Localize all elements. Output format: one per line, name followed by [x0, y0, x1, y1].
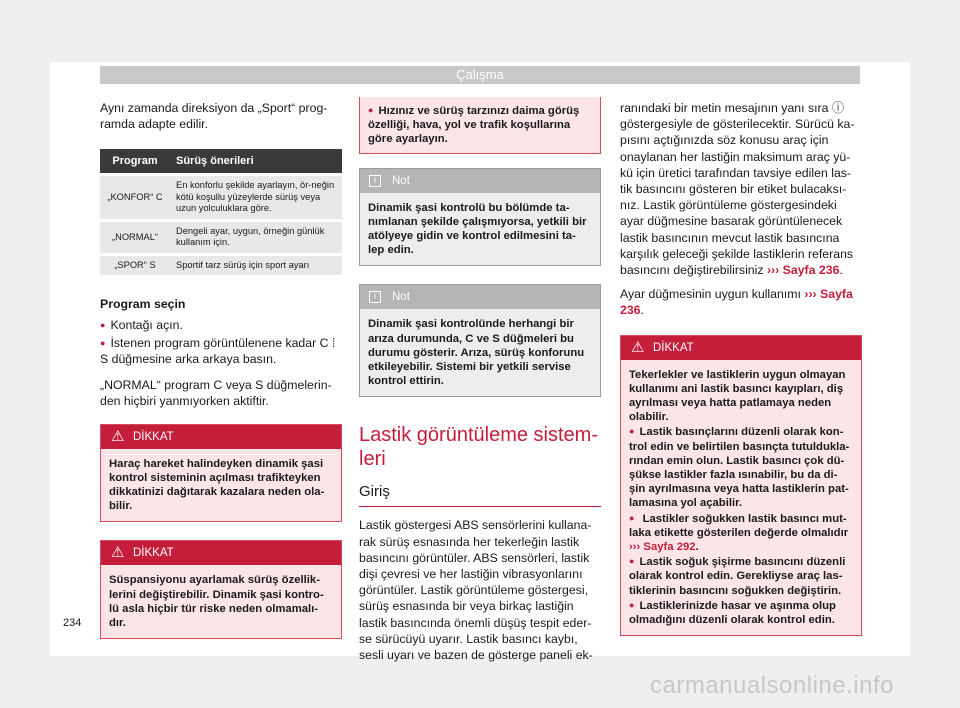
warning-text: Tekerlekler ve lastiklerin uygun olmayan kullanımı ani lastik basıncı kayıpları, diş ayrılması veya hatta patlamaya neden olabilir.	[629, 368, 846, 424]
section-title: Lastik görüntüleme sistem-leri	[359, 424, 598, 471]
warning-continuation-text: ● Hızınız ve sürüş tarzınızı daima görüş özelliği, hava, yol ve trafik koşullarına göre ayarlayın.	[368, 103, 592, 147]
warning-label: DİKKAT	[133, 547, 174, 560]
note-body	[360, 309, 600, 396]
warning-body	[101, 449, 341, 522]
warning-triangle-icon: ⚠	[631, 338, 645, 356]
table-header-advice: Sürüş önerileri	[170, 149, 342, 173]
step-item: ● Kontağı açın.	[100, 317, 342, 333]
warning-item: ● Lastikler soğukken lastik basıncı mut-laka etikette gösterilen değerde olmalıdır ››› Sayfa 292.	[629, 511, 853, 555]
warning-item: ● Lastiklerinizde hasar ve aşınma olup olmadığını düzenli olarak kontrol edin.	[629, 598, 853, 627]
page-number: 234	[63, 617, 82, 629]
program-table	[100, 146, 342, 278]
note-text: Dinamik şasi kontrolü bu bölümde ta-nımlanan şekilde çalışmıyorsa, yetkili bir atölyeye gidin ve kontrol edilmesini ta-lep edin.	[368, 201, 587, 257]
page-link[interactable]: ››› Sayfa 292	[629, 541, 696, 554]
warning-header	[101, 425, 341, 449]
note-body	[360, 193, 600, 266]
table-cell-advice: En konforlu şekilde ayarlayın, ör-neğin kötü koşullu yüzeylerde sürüş veya uzun yolculuklara göre.	[170, 176, 342, 219]
column-middle	[359, 100, 601, 663]
body-text-part: ranındaki bir metin mesajının yanı sıra ⓘ göstergesiyle de gösterilecektir. Sürücü ka-pısını açtığınızda söz konusu araç için onaylanan her lastiğin maksimum araç yü-kü için üretici tarafından tavsiye edilen las-tik basıncını gösteren bir etiket bulacaksı-nız. Lastik görüntüleme göstergesindeki ayar düğmesine basarak görüntülenecek lastik basıncının mevcut lastik basıncına karşılık geleceği şekilde lastiklerin referans basıncını değiştirebilirsiniz	[620, 101, 855, 278]
table-header-program: Program	[100, 149, 170, 173]
table-cell-program: „KONFOR“ C	[100, 176, 170, 219]
warning-body	[101, 565, 341, 638]
warning-item: ● Lastik basınçlarını düzenli olarak kon-trol edin ve belirtilen basınçta tutuldukla-rından emin olun. Lastik basıncı çok dü-şükse lastikler fazla ısınabilir, bu da di-şin ayrılmasına veya hatta lastiklerin pat-lamasına yol açabilir.	[629, 424, 853, 510]
warning-text: Haraç hareket halindeyken dinamik şasi kontrol sisteminin açılması trafikteyken dikkatinizi dağıtarak kazalara neden ola-bilir.	[109, 457, 325, 513]
warning-body	[621, 360, 861, 636]
warning-item: ● Lastik soğuk şişirme basıncını düzenli olarak kontrol edin. Gerekliyse araç las-tiklerinin basıncını soğukken değiştirin.	[629, 554, 853, 598]
warning-header	[101, 541, 341, 565]
note-label: Not	[392, 174, 410, 187]
table-cell-advice: Dengeli ayar, uygun, örneğin günlük kullanım için.	[170, 222, 342, 253]
watermark: carmanualsonline.info	[650, 672, 894, 699]
column-right	[620, 100, 862, 636]
body-text-part: Ayar düğmesinin uygun kullanımı	[620, 287, 801, 302]
intro-text: Aynı zamanda direksiyon da „Sport“ prog-ramda adapte edilir.	[100, 101, 328, 132]
column-left	[100, 100, 342, 639]
info-icon: i	[369, 291, 381, 303]
warning-triangle-icon: ⚠	[111, 427, 125, 445]
body-text: Lastik göstergesi ABS sensörlerini kullana-rak sürüş esnasında her tekerleğin lastik basıncını görüntüler. ABS sensörleri, lastik dişi çevresi ve her lastiğin vibrasyonlarını görüntüler. Lastik görüntüleme göstergesi, sürüş esnasında bir veya birkaç lastiğin lastik basıncında önemli düşüş tespit eder-se sürücüyü uyarır. Lastik basıncı kaybı, sesli uyarı ve bazen de gösterge paneli ek-	[359, 518, 593, 663]
warning-box	[100, 424, 342, 523]
warning-header	[621, 336, 861, 360]
note-label: Not	[392, 291, 410, 304]
info-icon: i	[369, 175, 381, 187]
note-box	[359, 168, 601, 267]
note-text: Dinamik şasi kontrolünde herhangi bir arıza durumunda, C ve S düğmeleri bu durumu gösterir. Arıza, sürüş konforunu etkileyebilir. Sistemi bir yetkili servise kontrol ettirin.	[368, 318, 585, 388]
select-program-heading: Program seçin	[100, 297, 186, 312]
page-link[interactable]: ››› Sayfa 236	[620, 287, 853, 318]
warning-box	[620, 335, 862, 637]
table-cell-advice: Sportif tarz sürüş için sport ayarı	[170, 256, 342, 276]
warning-triangle-icon: ⚠	[111, 544, 125, 562]
note-header	[360, 285, 600, 309]
note-box	[359, 284, 601, 397]
body-text: ranındaki bir metin mesajının yanı sıra ⓘ göstergesiyle de gösterilecektir. Sürücü ka-pısını açtığınızda söz konusu araç için onaylanan her lastiğin maksimum araç yü-kü için üretici tarafından tavsiye edilen las-tik basıncını gösteren bir etiket bulacaksı-nız. Lastik görüntüleme göstergesindeki ayar düğmesine basarak görüntülenecek lastik basıncının mevcut lastik basıncına karşılık geleceği şekilde lastiklerin referans basıncını değiştirebilirsiniz ››› Sayfa 236.	[620, 101, 855, 278]
step-item: ● İstenen program görüntülenene kadar C ⁞ S düğmesine arka arkaya basın.	[100, 335, 342, 367]
table-row	[100, 222, 342, 253]
table-cell-program: „SPOR“ S	[100, 256, 170, 276]
page-link[interactable]: ››› Sayfa 236	[766, 263, 840, 278]
warning-label: DİKKAT	[653, 341, 694, 354]
note-header	[360, 169, 600, 193]
warning-continuation	[359, 97, 601, 154]
warning-item-text: Lastikler soğukken lastik basıncı mut-laka etikette gösterilen değerde olmalıdır	[629, 512, 849, 539]
normal-mode-text: „NORMAL“ program C veya S düğmelerin-den hiçbiri yanmıyorken aktiftir.	[100, 378, 332, 409]
warning-label: DİKKAT	[133, 430, 174, 443]
body-text: Ayar düğmesinin uygun kullanımı ››› Sayfa 236.	[620, 287, 853, 318]
table-header-row	[100, 149, 342, 173]
table-row	[100, 256, 342, 276]
warning-text: Süspansiyonu ayarlamak sürüş özellik-lerini değiştirebilir. Dinamik şasi kontro-lü asla hiçbir tür riske neden olmamalı-dır.	[109, 574, 324, 630]
table-cell-program: „NORMAL“	[100, 222, 170, 253]
section-header: Çalışma	[100, 66, 860, 84]
warning-box	[100, 540, 342, 639]
table-row	[100, 176, 342, 219]
section-subtitle: Giriş	[359, 483, 601, 507]
